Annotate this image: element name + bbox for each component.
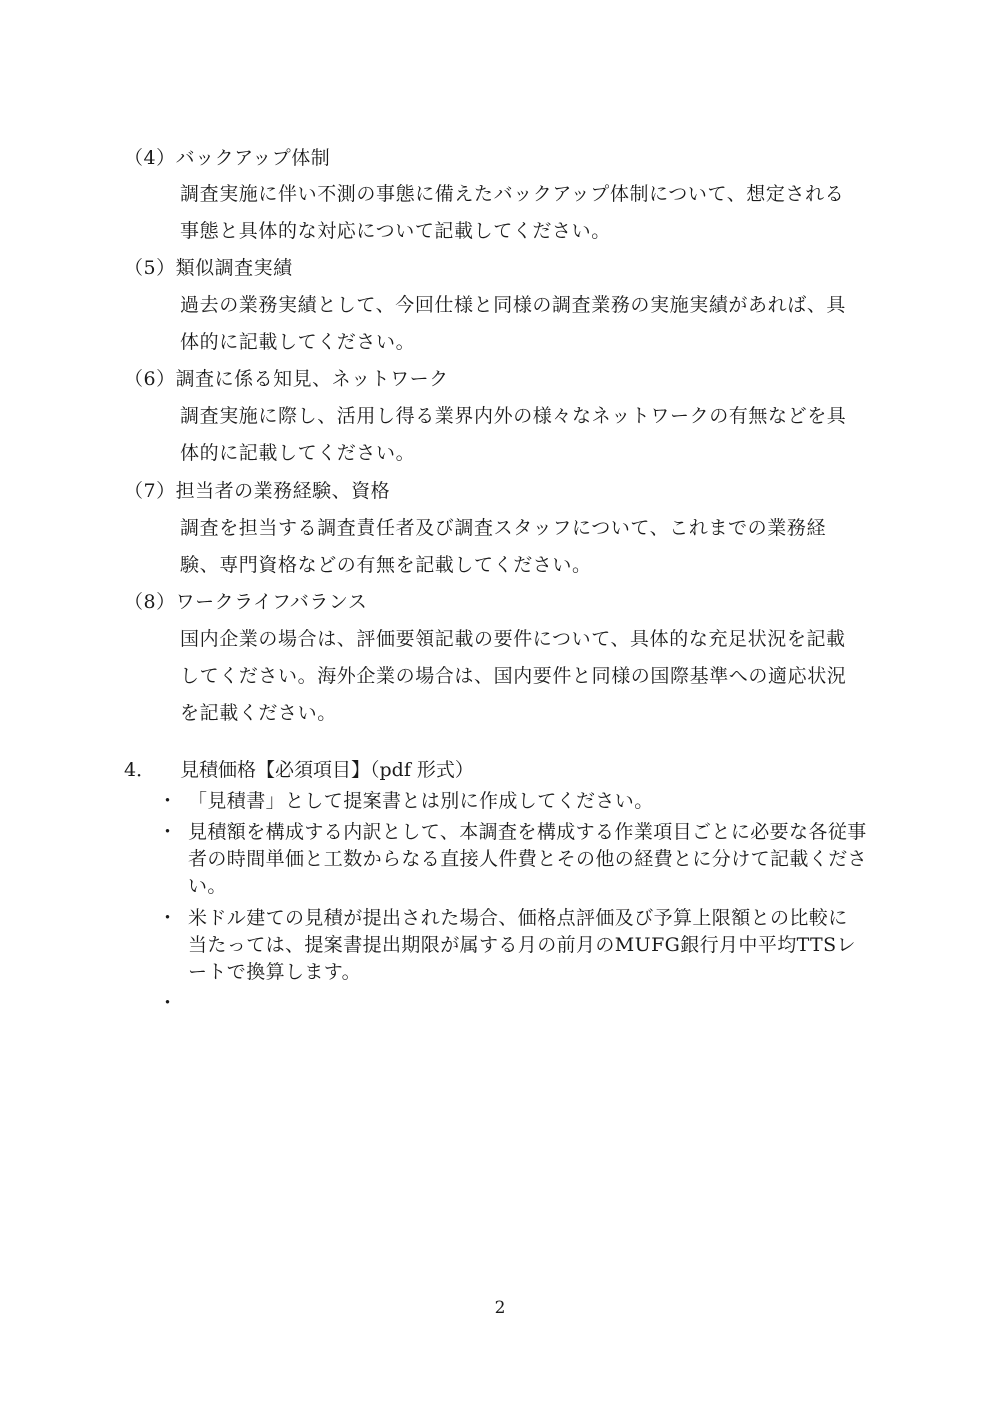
body-line: 調査を担当する調査責任者及び調査スタッフについて、これまでの業務経 [180,517,827,539]
section-heading-4: （4）バックアップ体制 [124,147,331,169]
section-number: 4． [124,759,156,781]
bullet-line: ートで換算します。 [188,961,362,983]
section-4-heading [124,758,474,782]
section-body-6 [180,398,880,472]
section-body-7 [180,510,880,584]
section-title: 見積価格【必須項目】（pdf 形式） [180,759,474,781]
section-body-4 [180,176,880,250]
body-line: を記載ください。 [180,702,337,724]
body-line: 体的に記載してください。 [180,442,416,464]
section-heading-6: （6）調査に係る知見、ネットワーク [124,368,449,390]
body-line: 体的に記載してください。 [180,331,416,353]
bullet-mark: ・ [158,992,178,1014]
body-line: 験、専門資格などの有無を記載してください。 [180,554,592,576]
bullet-line: 当たっては、提案書提出期限が属する月の前月のMUFG銀行月中平均TTSレ [188,934,856,956]
section-heading-5: （5）類似調査実績 [124,257,293,279]
body-line: 事態と具体的な対応について記載してください。 [180,220,611,242]
bullet-text [188,819,888,900]
bullet-text [188,905,888,986]
body-line: 国内企業の場合は、評価要領記載の要件について、具体的な充足状況を記載 [180,628,846,650]
section-heading-7: （7）担当者の業務経験、資格 [124,480,391,502]
body-line: 調査実施に際し、活用し得る業界内外の様々なネットワークの有無などを具 [180,405,847,427]
body-line: 調査実施に伴い不測の事態に備えたバックアップ体制について、想定される [180,183,845,205]
body-line: 過去の業務実績として、今回仕様と同様の調査業務の実施実績があれば、具 [180,294,847,316]
bullet-mark: ・ [158,790,178,812]
section-body-8 [180,621,880,732]
page-number: 2 [494,1298,506,1318]
bullet-line: 「見積書」として提案書とは別に作成してください。 [188,790,654,812]
bullet-line: 見積額を構成する内訳として、本調査を構成する作業項目ごとに必要な各従事 [188,821,867,843]
body-line: してください。海外企業の場合は、国内要件と同様の国際基準への適応状況 [180,665,847,687]
section-heading-8: （8）ワークライフバランス [124,591,368,613]
bullet-text [188,788,888,815]
bullet-mark: ・ [158,907,178,929]
bullet-line: 者の時間単価と工数からなる直接人件費とその他の経費とに分けて記載くださ [188,848,868,870]
bullet-mark: ・ [158,821,178,843]
bullet-line: い。 [188,875,227,897]
bullet-line: 米ドル建ての見積が提出された場合、価格点評価及び予算上限額との比較に [188,907,848,929]
section-body-5 [180,287,880,361]
